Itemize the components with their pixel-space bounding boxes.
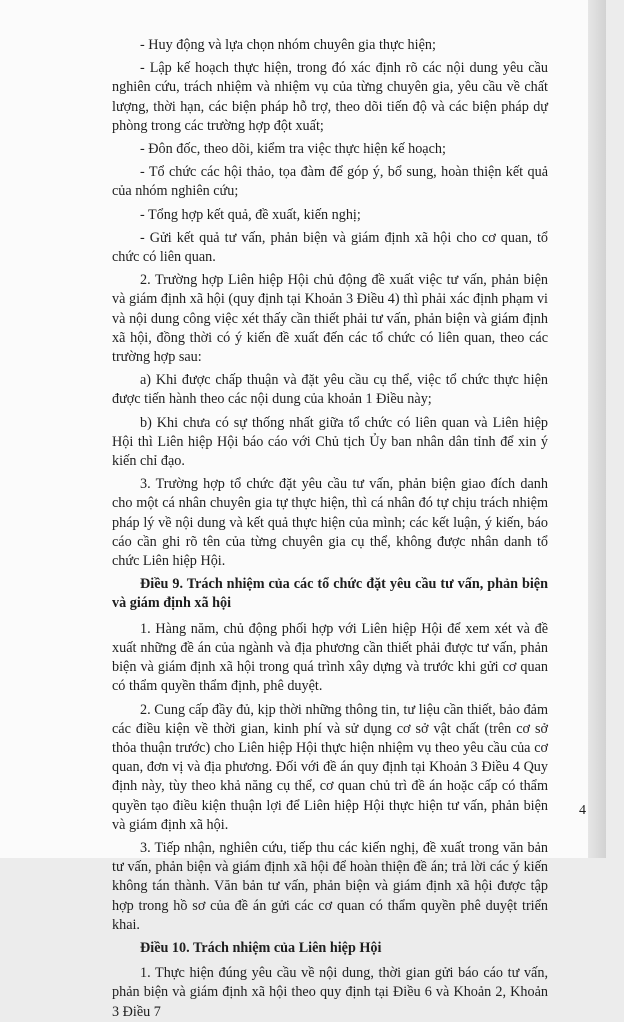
- article-9-heading: Điều 9. Trách nhiệm của các tổ chức đặt yêu cầu tư vấn, phản biện và giám định xã hội: [112, 576, 548, 612]
- article-10-clause-1: 1. Thực hiện đúng yêu cầu về nội dung, thời gian gửi báo cáo tư vấn, phản biện và giám định xã hội theo quy định tại Điều 6 và Khoản 2, Khoản 3 Điều 7: [112, 965, 548, 1020]
- bullet-to-chuc-hoi-thao: - Tổ chức các hội thảo, tọa đàm để góp ý, bổ sung, hoàn thiện kết quả của nhóm nghiên cứu;: [112, 164, 548, 200]
- bullet-tong-hop: - Tổng hợp kết quả, đề xuất, kiến nghị;: [140, 206, 361, 223]
- clause-2a: a) Khi được chấp thuận và đặt yêu cầu cụ thể, việc tổ chức thực hiện được tiến hành theo các nội dung của khoản 1 Điều này;: [112, 372, 548, 408]
- clause-2: 2. Trường hợp Liên hiệp Hội chủ động đề xuất việc tư vấn, phản biện và giám định xã hội (quy định tại Khoản 3 Điều 4) thì phải xác định phạm vi và nội dung công việc xét thấy cần thiết phải tư vấn, phản biện và giám định xã hội, đồng thời có ý kiến đề xuất đến các tổ chức có liên quan, theo các trường hợp sau:: [112, 272, 548, 366]
- scan-edge: [588, 0, 606, 858]
- bullet-don-doc: - Đôn đốc, theo dõi, kiểm tra việc thực hiện kế hoạch;: [140, 141, 446, 158]
- bullet-gui-ket-qua: - Gửi kết quả tư vấn, phản biện và giám định xã hội cho cơ quan, tổ chức có liên quan.: [112, 229, 548, 266]
- article-9-clause-1: 1. Hàng năm, chủ động phối hợp với Liên hiệp Hội để xem xét và đề xuất những đề án của ngành và địa phương cần thiết phải được tư vấn, phản biện và giám định xã hội trong quá trình xây dựng và trước khi gửi cơ quan có thẩm quyền thẩm định, phê duyệt.: [112, 620, 548, 695]
- clause-3: 3. Trường hợp tổ chức đặt yêu cầu tư vấn, phản biện giao đích danh cho một cá nhân chuyên gia tự thực hiện, thì cá nhân đó tự chịu trách nhiệm pháp lý về nội dung và kết quả thực hiện của mình; các kết luận, ý kiến, báo cáo cần ghi rõ tên của từng chuyên gia cụ thể, không được nhân danh tổ chức Liên hiệp Hội.: [112, 476, 548, 570]
- bullet-huy-dong: - Huy động và lựa chọn nhóm chuyên gia thực hiện;: [140, 37, 436, 53]
- article-9-clause-3: 3. Tiếp nhận, nghiên cứu, tiếp thu các kiến nghị, đề xuất trong văn bản tư vấn, phản biện và giám định xã hội để hoàn thiện đề án; trả lời các ý kiến không tán thành. Văn bản tư vấn, phản biện và giám định xã hội được tập hợp trong hồ sơ của đề án gửi các cơ quan có thẩm quyền phê duyệt triển khai.: [112, 839, 548, 933]
- page-number: 4: [579, 802, 586, 818]
- clause-2b: b) Khi chưa có sự thống nhất giữa tổ chức có liên quan và Liên hiệp Hội thì Liên hiệp Hội báo cáo với Chủ tịch Ủy ban nhân dân tỉnh để xin ý kiến chỉ đạo.: [112, 414, 548, 470]
- article-9-clause-2: 2. Cung cấp đầy đủ, kịp thời những thông tin, tư liệu cần thiết, bảo đảm các điều kiện về thời gian, kinh phí và sử dụng cơ sở vật chất (trên cơ sở thỏa thuận trước) cho Liên hiệp Hội thực hiện nhiệm vụ theo yêu cầu của cơ quan, đơn vị và địa phương. Đối với đề án quy định tại Khoản 3 Điều 4 Quy định này, tùy theo khả năng cụ thể, cơ quan chủ trì đề án hoặc cấp có thẩm quyền tạo điều kiện thuận lợi để Liên hiệp Hội thực hiện tư vấn, phản biện và giám định xã hội.: [112, 701, 548, 833]
- article-10-heading: Điều 10. Trách nhiệm của Liên hiệp Hội: [140, 939, 382, 956]
- bullet-lap-ke-hoach: - Lập kế hoạch thực hiện, trong đó xác định rõ các nội dung yêu cầu nghiên cứu, trách nhiệm và nhiệm vụ của từng chuyên gia, yêu cầu về chất lượng, thời hạn, các biện pháp hỗ trợ, theo dõi tiến độ và các biện pháp dự phòng trong các trường hợp đột xuất;: [112, 60, 548, 134]
